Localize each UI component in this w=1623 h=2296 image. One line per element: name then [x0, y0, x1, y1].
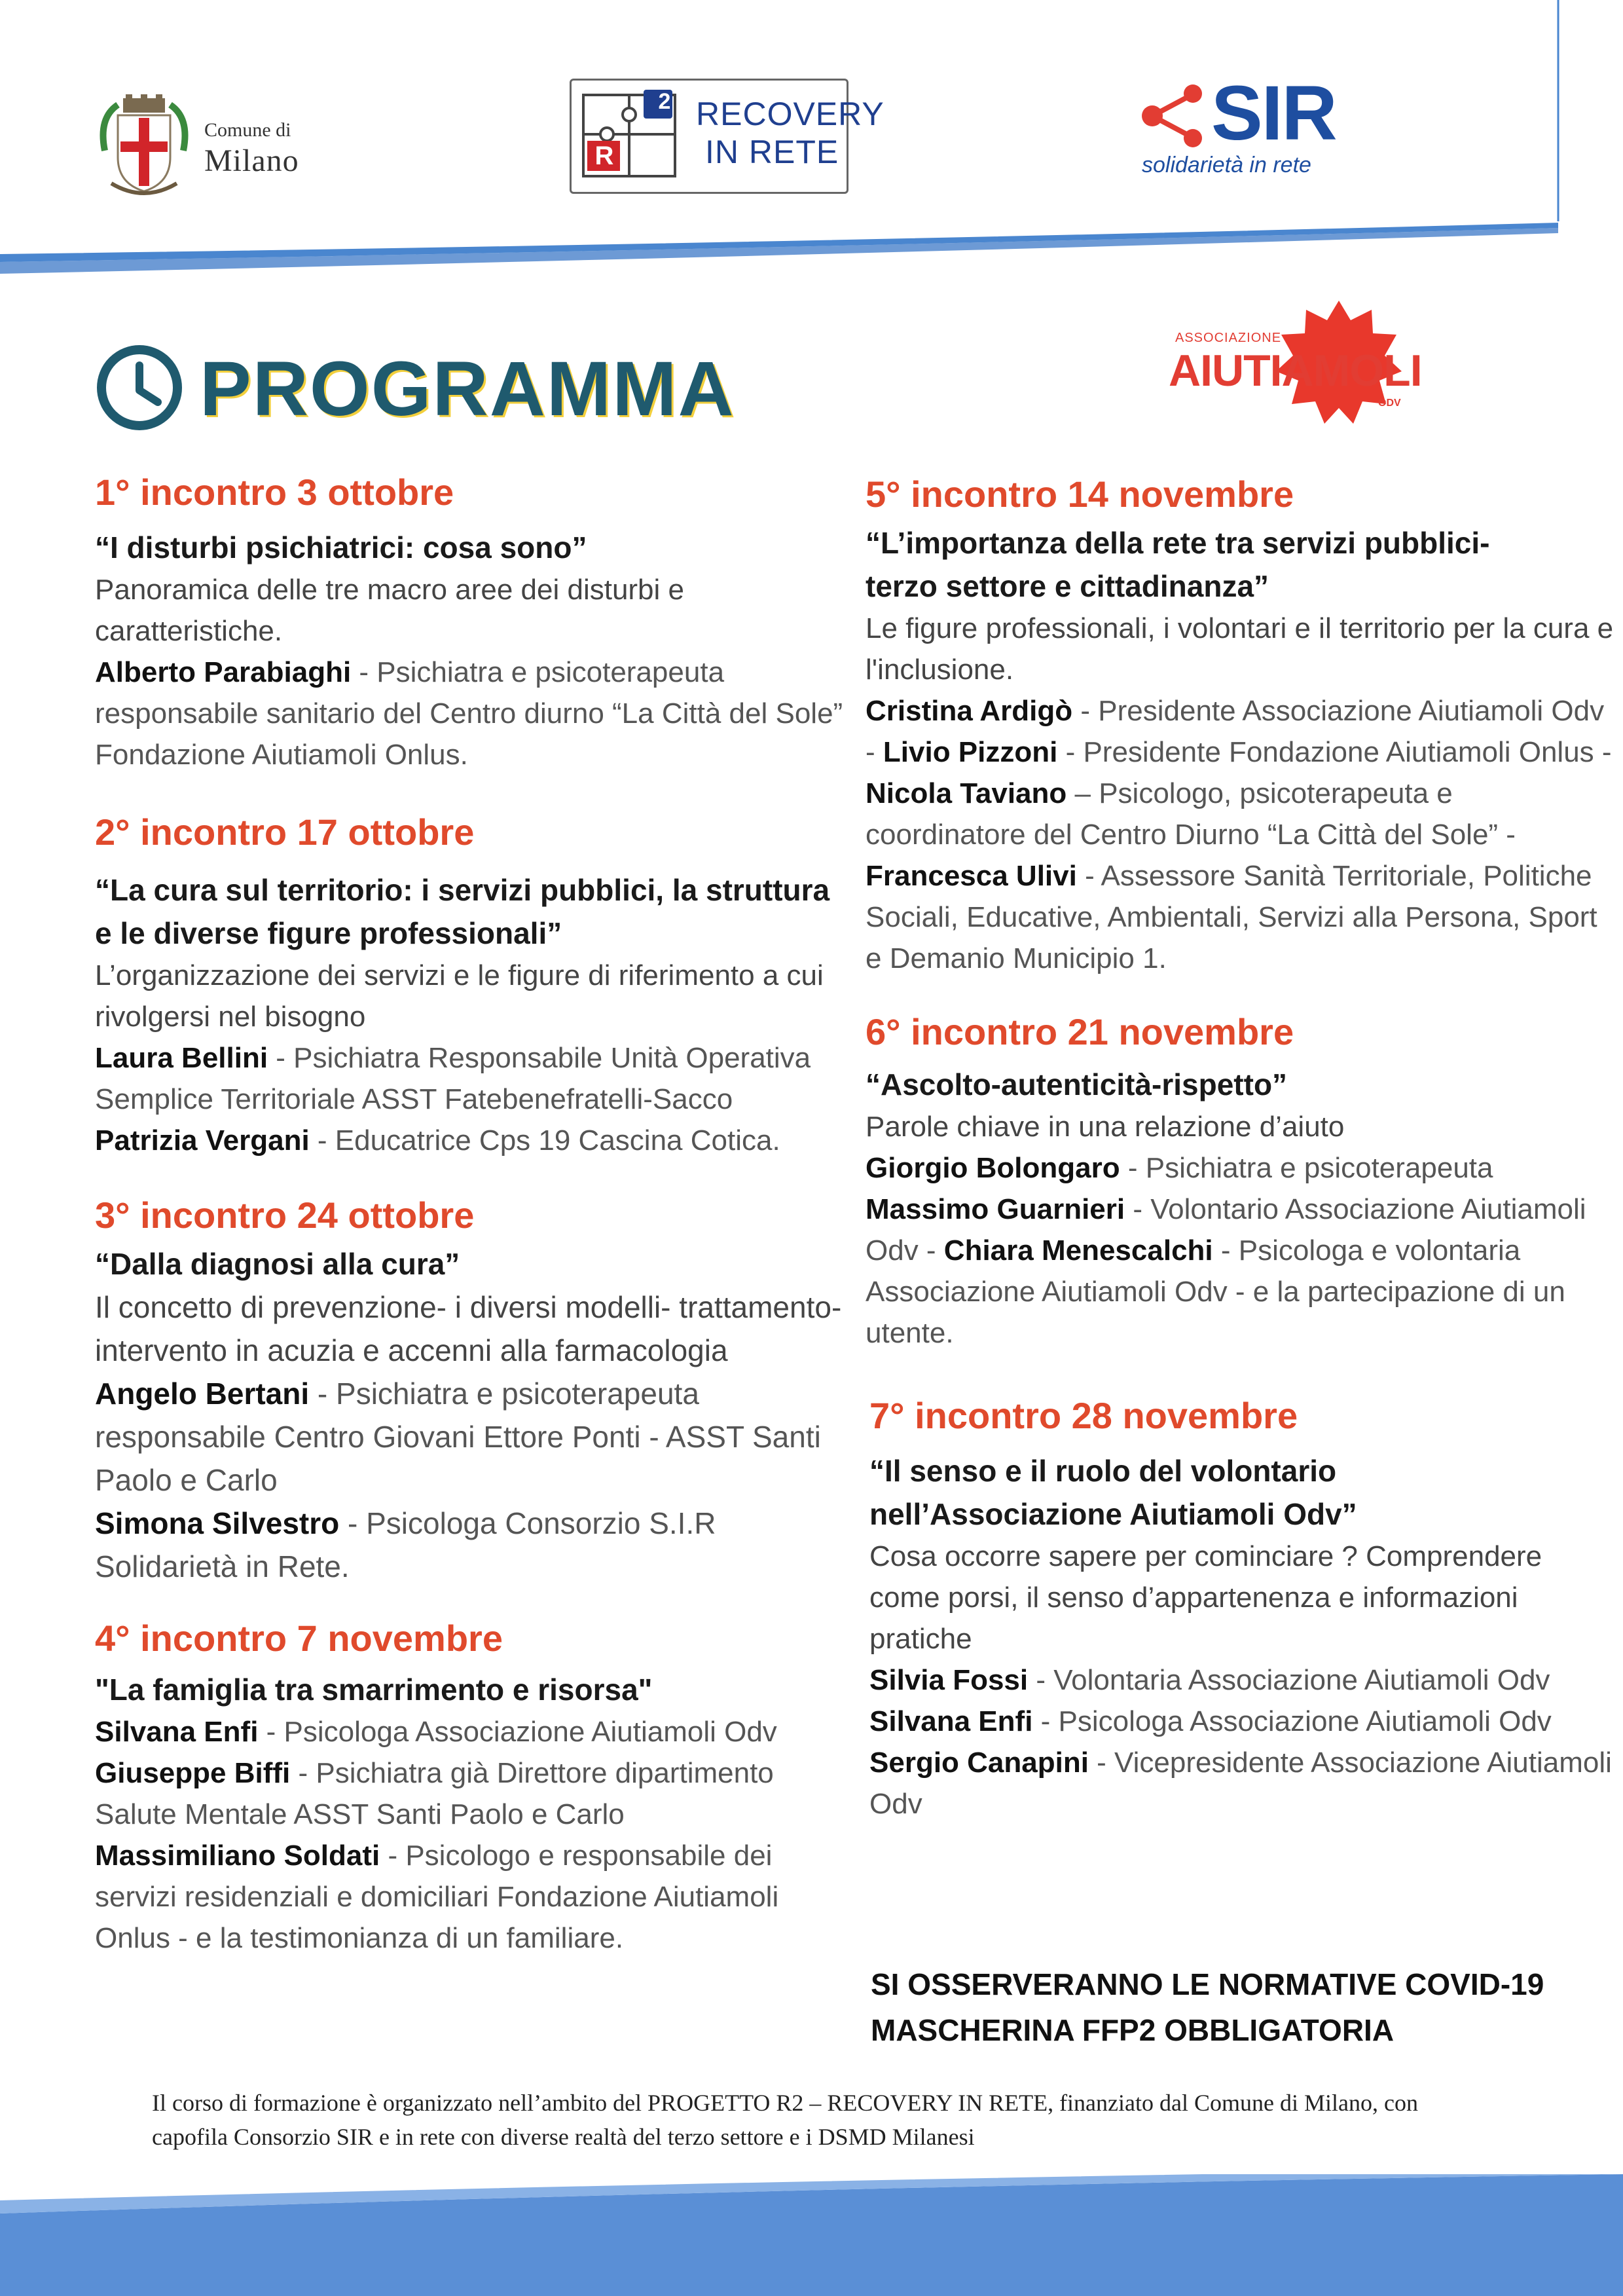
recovery-badge: 2 [658, 89, 671, 114]
meeting-heading: 3° incontro 24 ottobre [95, 1194, 475, 1236]
meeting-5 [866, 470, 1618, 979]
meeting-title: "La famiglia tra smarrimento e risorsa" [95, 1673, 653, 1707]
recovery-logo-line1: RECOVERY [696, 96, 884, 132]
meeting-7 [866, 1392, 1618, 1824]
speaker-role: - Psicologa Associazione Aiutiamoli Odv [258, 1716, 777, 1748]
meeting-3 [95, 1191, 848, 1588]
milano-logo-line2: Milano [204, 143, 299, 178]
aiutiamoli-logo-suffix: ODV [1378, 398, 1401, 409]
meeting-speakers [95, 1502, 848, 1588]
speaker-name: Alberto Parabiaghi [95, 656, 352, 688]
speaker-role: - Educatrice Cps 19 Cascina Cotica. [309, 1124, 780, 1157]
recovery-letter: R [594, 141, 614, 170]
meeting-title: “Ascolto-autenticità-rispetto” [866, 1067, 1288, 1102]
meeting-speakers [95, 1372, 848, 1502]
meeting-speakers [866, 1147, 1618, 1189]
meeting-description: Il concetto di prevenzione- i diversi modelli- trattamento- intervento in acuzia e accenni alla farmacologia [95, 1290, 842, 1367]
meeting-title: “Il senso e il ruolo del volontario nell’Associazione Aiutiamoli Odv” [869, 1454, 1357, 1531]
speaker-name: Chiara Menescalchi [943, 1234, 1213, 1267]
speaker-role: - Psichiatra e psicoterapeuta responsabile sanitario del Centro diurno “La Città del Sole” Fondazione Aiutiamoli Onlus. [95, 656, 843, 771]
speaker-name: Giorgio Bolongaro [866, 1152, 1120, 1184]
speaker-role: - Presidente Associazione Aiutiamoli Odv - [866, 695, 1605, 768]
speaker-role: - Psicologa Consorzio S.I.R Solidarietà in Rete. [95, 1506, 716, 1583]
speaker-name: Sergio Canapini [869, 1747, 1089, 1779]
aiutiamoli-logo-small: ASSOCIAZIONE [1175, 331, 1282, 345]
meeting-heading: 2° incontro 17 ottobre [95, 811, 475, 853]
speaker-name: Cristina Ardigò [866, 695, 1073, 727]
share-icon [1139, 83, 1211, 149]
recovery-logo-line2: IN RETE [705, 134, 839, 170]
program-column-right [866, 470, 1618, 1824]
aiutiamoli-logo [1162, 298, 1424, 429]
meeting-title: “La cura sul territorio: i servizi pubblici, la struttura e le diverse figure professionali” [95, 873, 830, 950]
speaker-name: Silvia Fossi [869, 1664, 1029, 1696]
speaker-name: Nicola Taviano [866, 777, 1067, 809]
speaker-role: – Psicologo, psicoterapeuta e coordinatore del Centro Diurno “La Città del Sole” - [866, 777, 1516, 851]
speaker-name: Massimiliano Soldati [95, 1840, 380, 1872]
meeting-heading: 5° incontro 14 novembre [866, 473, 1294, 515]
meeting-speakers [95, 652, 848, 775]
meeting-speakers [95, 1752, 848, 1835]
meeting-title: “I disturbi psichiatrici: cosa sono” [95, 530, 587, 565]
speaker-role: - Volontario Associazione Aiutiamoli Odv - [866, 1193, 1586, 1267]
sir-logo [1139, 69, 1388, 187]
speaker-role: - Psichiatra e psicoterapeuta responsabile Centro Giovani Ettore Ponti - ASST Santi Paolo e Carlo [95, 1377, 821, 1497]
meeting-title: “L’importanza della rete tra servizi pubblici- terzo settore e cittadinanza” [866, 526, 1490, 603]
meeting-description: Parole chiave in una relazione d’aiuto [866, 1111, 1345, 1143]
aiutiamoli-logo-name: AIUTIAMOLI [1169, 346, 1422, 396]
speaker-name: Patrizia Vergani [95, 1124, 310, 1157]
meeting-heading: 4° incontro 7 novembre [95, 1618, 503, 1659]
footer-note: Il corso di formazione è organizzato nell’ambito del PROGETTO R2 – RECOVERY IN RETE, finanziato dal Comune di Milano, con capofila Consorzio SIR e in rete con diverse realtà del terzo settore e i DSMD Milanesi [152, 2090, 1418, 2150]
meeting-speakers [95, 1835, 848, 1959]
program-column-left [95, 468, 848, 1959]
speaker-name: Massimo Guarnieri [866, 1193, 1125, 1225]
sir-logo-sub: solidarietà in rete [1142, 153, 1311, 177]
clock-icon [95, 343, 184, 432]
speaker-role: - Psichiatra già Direttore dipartimento Salute Mentale ASST Santi Paolo e Carlo [95, 1757, 774, 1830]
speaker-name: Silvana Enfi [95, 1716, 259, 1748]
milano-logo-line1: Comune di [204, 119, 291, 141]
speaker-role: - Psicologa Associazione Aiutiamoli Odv [1032, 1705, 1552, 1737]
meeting-speakers [869, 1701, 1618, 1742]
meeting-speakers [95, 1037, 848, 1120]
meeting-speakers [869, 1742, 1618, 1824]
footer-decoration [0, 2174, 1623, 2296]
covid-notice-line2: MASCHERINA FFP2 OBBLIGATORIA [871, 2013, 1395, 2047]
meeting-1 [95, 468, 848, 775]
speaker-role: - Psicologa e volontaria Associazione Aiutiamoli Odv - e la partecipazione di un utente. [866, 1234, 1565, 1349]
speaker-role: - Psichiatra Responsabile Unità Operativa Semplice Territoriale ASST Fatebenefratelli-Sacco [95, 1042, 811, 1115]
speaker-name: Angelo Bertani [95, 1377, 310, 1411]
meeting-heading: 6° incontro 21 novembre [866, 1011, 1294, 1052]
meeting-speakers [95, 1711, 848, 1752]
speaker-name: Simona Silvestro [95, 1506, 340, 1540]
speaker-name: Silvana Enfi [869, 1705, 1033, 1737]
meeting-description: Le figure professionali, i volontari e il territorio per la cura e l'inclusione. [866, 612, 1614, 686]
speaker-name: Livio Pizzoni [883, 736, 1058, 768]
covid-notice-line1: SI OSSERVERANNO LE NORMATIVE COVID-19 [871, 1967, 1544, 2001]
meeting-description: L’organizzazione dei servizi e le figure di riferimento a cui rivolgersi nel bisogno [95, 959, 824, 1033]
meeting-heading: 1° incontro 3 ottobre [95, 472, 454, 513]
speaker-role: - Volontaria Associazione Aiutiamoli Odv [1028, 1664, 1550, 1696]
comune-milano-logo [92, 92, 314, 203]
speaker-name: Laura Bellini [95, 1042, 268, 1074]
meeting-speakers [95, 1120, 848, 1161]
milano-crest-icon [92, 92, 196, 203]
speaker-role: - Vicepresidente Associazione Aiutiamoli Odv [869, 1747, 1612, 1820]
speaker-role: - Presidente Fondazione Aiutiamoli Onlus - [1057, 736, 1612, 768]
page-title-text: PROGRAMMA [200, 346, 735, 432]
meeting-description: Panoramica delle tre macro aree dei disturbi e caratteristiche. [95, 574, 685, 647]
meeting-description: Cosa occorre sapere per cominciare ? Comprendere come porsi, il senso d’appartenenza e informazioni pratiche [869, 1540, 1542, 1655]
recovery-in-rete-logo [570, 79, 884, 194]
meeting-speakers [866, 1189, 1618, 1354]
meeting-4 [95, 1614, 848, 1959]
meeting-6 [866, 1008, 1618, 1354]
sir-logo-name: SIR [1211, 70, 1336, 157]
covid-notice [871, 1961, 1611, 2053]
speaker-role: - Psicologo e responsabile dei servizi residenziali e domiciliari Fondazione Aiutiamoli Onlus - e la testimonianza di un familiare. [95, 1840, 779, 1954]
meeting-2 [95, 808, 848, 1161]
meeting-title: “Dalla diagnosi alla cura” [95, 1247, 460, 1281]
speaker-name: Francesca Ulivi [866, 860, 1077, 892]
speaker-role: - Assessore Sanità Territoriale, Politiche Sociali, Educative, Ambientali, Servizi alla Persona, Sport e Demanio Municipio 1. [866, 860, 1597, 974]
meeting-speakers [869, 1659, 1618, 1701]
speaker-role: - Psichiatra e psicoterapeuta [1120, 1152, 1493, 1184]
meeting-speakers [866, 690, 1618, 979]
meeting-heading: 7° incontro 28 novembre [869, 1395, 1298, 1436]
speaker-name: Giuseppe Biffi [95, 1757, 291, 1789]
